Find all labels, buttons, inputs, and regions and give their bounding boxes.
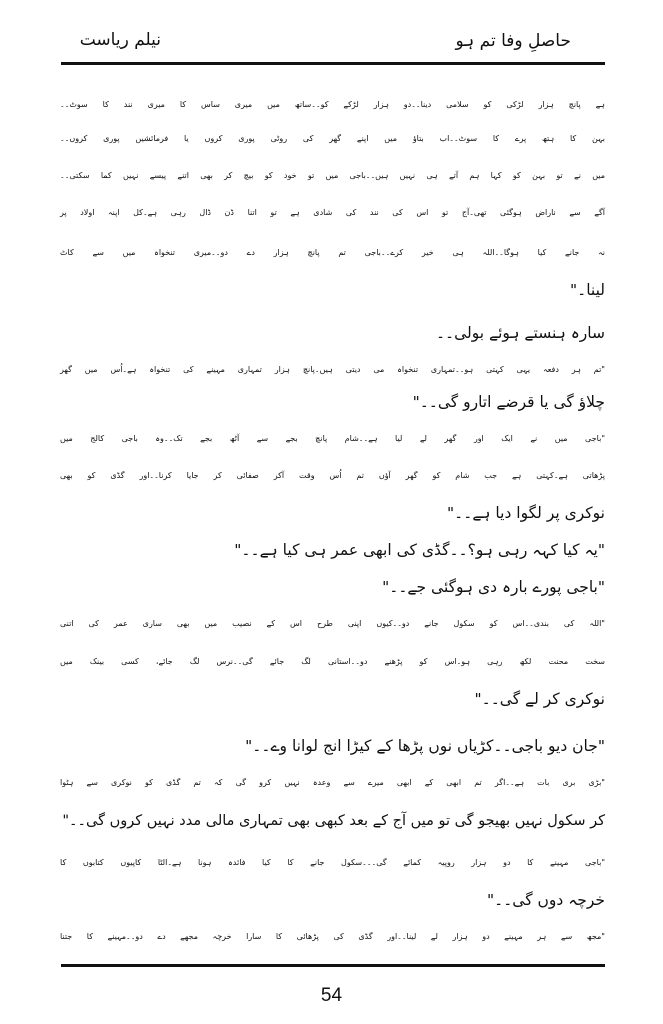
line-text: خرچہ دوں گی۔۔" [486,891,605,909]
line-text: نوکری پر لگوا دیا ہے۔۔" [447,504,605,522]
text-line [60,609,605,639]
text-line [60,318,605,348]
text-line [60,768,605,798]
line-text: سخت محنت لکھ رہی ہو۔اس کو پڑھنے دو۔۔استانی لگ جائے گی۔۔نرس لگ جائے، کسی بینک میں [60,657,605,666]
line-text: کر سکول نہیں بھیجو گی تو میں آج کے بعد کبھی بھی تمہاری مالی مدد نہیں کروں گی۔۔" [62,813,605,829]
line-text: پڑھاتی ہے۔کہتی ہے جب شام کو گھر آؤں تم اُس وقت آکر صفائی کر جایا کرنا۔۔اور گڈی کو بھی [60,471,605,480]
line-text: "باجی میں نے ایک اور گھر لے لیا ہے۔۔شام پانچ بجے سے آٹھ بجے تک۔۔وہ باجی کالج میں [60,434,605,443]
line-text: "یہ کیا کہہ رہی ہو؟۔۔گڈی کی ابھی عمر ہی کیا ہے۔۔" [234,541,605,559]
author-name: نیلم ریاست [79,30,161,50]
footer-divider [61,964,605,967]
text-line [60,424,605,454]
line-text: آگے سے ناراض ہوگئی تھی۔آج تو اس کی نند کی شادی ہے تو اتنا ڈن ڈال رہی ہے۔کل اپنہ اولاد پر [60,208,605,217]
line-text: "تم ہر دفعہ یہی کہتی ہو۔۔تمہاری تنخواہ می دیتی ہیں۔پانچ ہزار تمہاری مہینے کی تنخواہ ہے۔اُس میں گھر [60,365,605,374]
line-text: چلاؤ گی یا قرضے اتارو گی۔۔" [412,393,605,411]
book-title: حاصلِ وفا تم ہو [455,31,571,51]
text-line [60,731,605,761]
line-text: "بڑی بری بات ہے۔۔اگر تم ابھی کے ابھی میرے سے وعدہ نہیں کرو گی کہ تم گڈی کو نوکری سے ہٹوا [60,778,605,787]
text-line [60,848,605,878]
page-number: 54 [320,985,343,1006]
line-text: میں نے تو بہن کو کہا ہم آتے ہی نہیں ہیں۔۔باجی میں تو خود کو بیچ کر بھی اتنے پیسے نہیں کما سکتی۔۔ [60,171,605,180]
text-line [60,684,605,714]
text-line [60,461,605,491]
line-text: سارہ ہنستے ہوئے بولی۔۔ [435,324,605,342]
text-line [60,355,605,385]
text-line [60,124,605,154]
line-text: بہن کا ہتھ پرے کا سوٹ۔۔اب بتاؤ میں اپنے گھر کی روٹی پوری کروں یا فرمائشیں پوری کروں۔۔ [60,134,605,143]
line-text: "مجھ سے ہر مہینے دو ہزار لے لینا۔۔اور گڈی کی پڑھائی کا سارا خرچہ مجھے دے دو۔۔مہینے کا جتنا [60,932,605,941]
line-text: لینا۔" [569,281,605,299]
text-line [60,387,605,417]
line-text: "جان دیو باجی۔۔کڑیاں نوں پڑھا کے کیڑا انج لوانا وے۔۔" [245,737,605,755]
line-text: "اللہ کی بندی۔۔اس کو سکول جانے دو۔۔کیوں اپنی طرح اس کے نصیب میں بھی ساری عمر کی اتنی [60,619,605,628]
text-line [60,806,605,836]
text-line [60,572,605,602]
text-line [60,198,605,228]
line-text: نہ جانے کیا ہوگا۔۔اللہ ہی خیر کرے۔۔باجی تم پانچ ہزار دے دو۔۔میری تنخواہ میں سے کاٹ [60,248,605,257]
text-line [60,647,605,677]
text-line [60,238,605,268]
line-text: "باجی پورے بارہ دی ہوگئی جے۔۔" [382,578,605,596]
text-line [60,535,605,565]
text-line [60,922,605,952]
text-line [60,885,605,915]
line-text: "باجی مہینے کا دو ہزار روپیہ کمائے گی۔۔۔سکول جانے کا کیا فائدہ ہونا ہے۔الٹا کاپیوں کتابوں کا [60,858,605,867]
text-line [60,90,605,120]
text-line [60,498,605,528]
header-divider [61,62,605,65]
text-line [60,161,605,191]
line-text: نوکری کر لے گی۔۔" [474,690,605,708]
text-line [60,275,605,305]
line-text: ہے پانچ ہزار لڑکی کو سلامی دینا۔۔دو ہزار لڑکے کو۔۔ساتھ میں میری ساس کا میری نند کا سوٹ۔۔ [60,100,605,109]
